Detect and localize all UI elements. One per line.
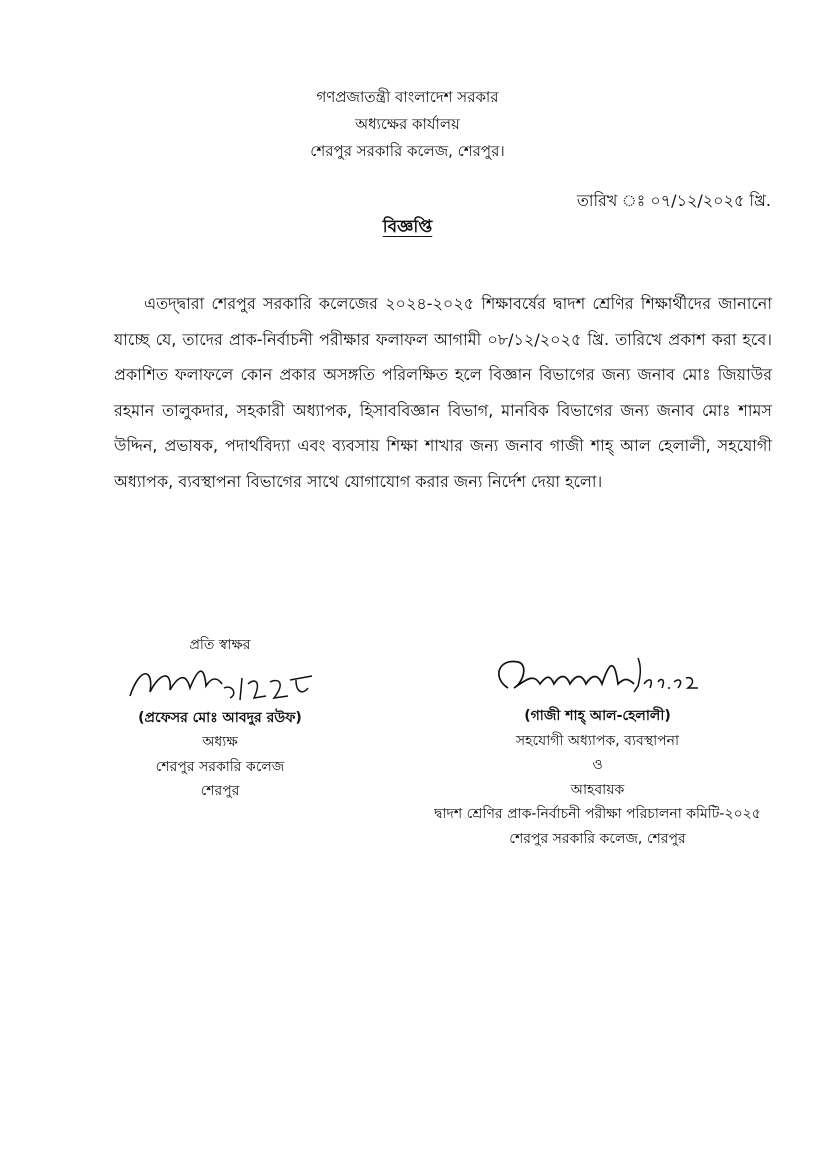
convener-institution: শেরপুর সরকারি কলেজ, শেরপুর — [509, 830, 686, 847]
government-name: গণপ্রজাতন্ত্রী বাংলাদেশ সরকার — [316, 88, 499, 106]
notice-date: তারিখ ঃ ০৭/১২/২০২৫ খ্রি. — [576, 191, 771, 210]
committee-name: দ্বাদশ শ্রেণির প্রাক-নির্বাচনী পরীক্ষা পরিচালনা কমিটি-২০২৫ — [434, 806, 761, 822]
convener-signature-icon — [488, 648, 708, 704]
principal-name: (প্রফেসর মোঃ আবদুর রউফ) — [138, 709, 302, 726]
countersign-label: প্রতি স্বাক্ষর — [189, 637, 251, 653]
convener-designation: সহযোগী অধ্যাপক, ব্যবস্থাপনা — [515, 732, 680, 749]
letterhead — [0, 84, 815, 165]
college-name: শেরপুর সরকারি কলেজ, শেরপুর। — [310, 142, 505, 160]
convener-role: আহবায়ক — [570, 781, 625, 798]
principal-place: শেরপুর — [200, 783, 240, 799]
notice-title-text: বিজ্ঞপ্তি — [382, 217, 433, 237]
principal-designation: অধ্যক্ষ — [202, 734, 238, 750]
conjunction-text: ও — [592, 757, 603, 773]
notice-title — [0, 214, 815, 242]
convener-name: (গাজী শাহ্ আল-হেলালী) — [524, 708, 671, 724]
principal-signature-block — [100, 633, 340, 804]
principal-institution: শেরপুর সরকারি কলেজ — [155, 758, 285, 775]
convener-signature-block — [405, 648, 790, 851]
notice-body: এতদ্দ্বারা শেরপুর সরকারি কলেজের ২০২৪-২০২৫ শিক্ষাবর্ষের দ্বাদশ শ্রেণির শিক্ষার্থীদের জানানো যাচ্ছে যে, তাদের প্রাক-নির্বাচনী পরীক্ষার ফলাফল আগামী ০৮/১২/২০২৫ খ্রি. তারিখে প্রকাশ করা হবে। প্রকাশিত ফলাফলে কোন প্রকার অসঙ্গতি পরিলক্ষিত হলে বিজ্ঞান বিভাগের জন্য জনাব মোঃ জিয়াউর রহমান তালুকদার, সহকারী অধ্যাপক, হিসাববিজ্ঞান বিভাগ, মানবিক বিভাগের জন্য জনাব মোঃ শামস উদ্দিন, প্রভাষক, পদার্থবিদ্যা এবং ব্যবসায় শিক্ষা শাখার জন্য জনাব গাজী শাহ্ আল হেলালী, সহযোগী অধ্যাপক, ব্যবস্থাপনা বিভাগের সাথে যোগাযোগ করার জন্য নির্দেশ দেয়া হলো। — [114, 294, 772, 491]
office-name: অধ্যক্ষের কার্যালয় — [355, 115, 460, 133]
principal-signature-icon — [120, 658, 320, 706]
